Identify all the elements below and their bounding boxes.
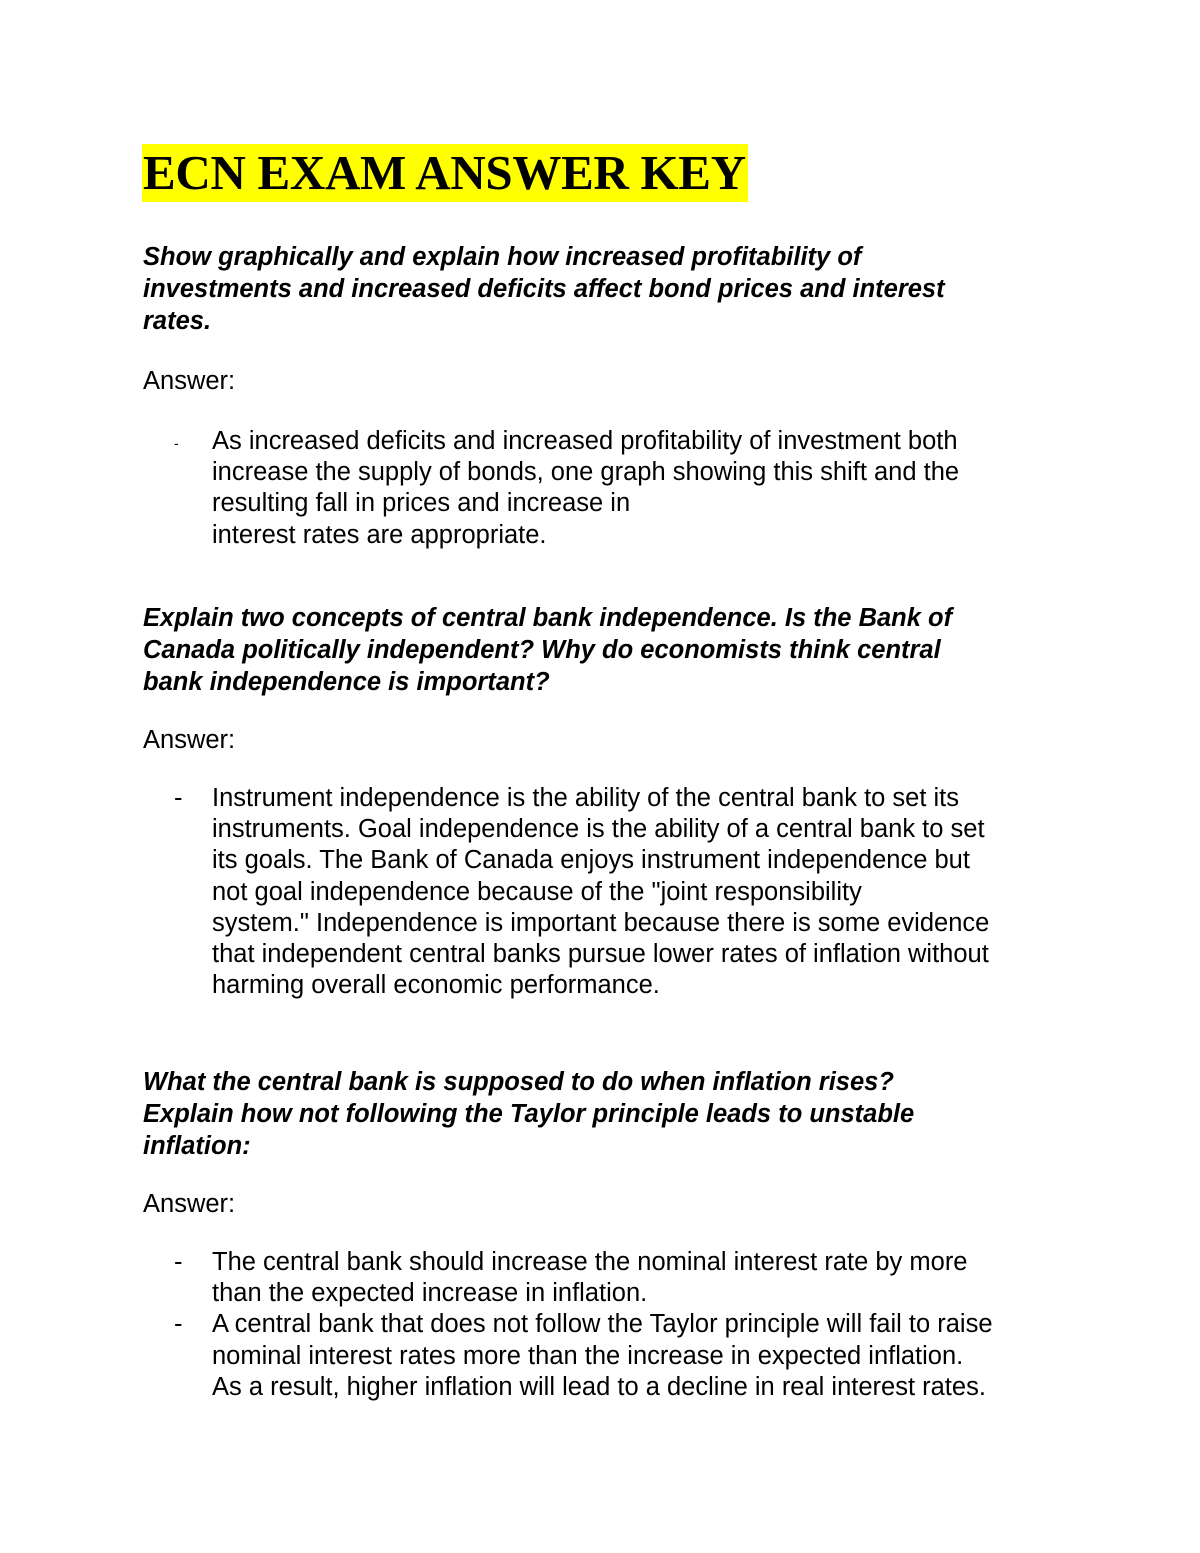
answer-3-bullet-1-line-2: than the expected increase in inflation. (212, 1279, 648, 1308)
answer-2-bullet-1-line-7: harming overall economic performance. (212, 971, 660, 1000)
question-1-line-2: investments and increased deficits affect bond prices and interest (143, 275, 945, 303)
question-3 (143, 1066, 1083, 1162)
bullet-dash: - (174, 1310, 183, 1339)
answer-1-bullet-1 (143, 426, 1103, 551)
question-2-line-2: Canada politically independent? Why do economists think central (143, 636, 941, 664)
answer-3-bullet-2 (143, 1309, 1103, 1403)
answer-label-1: Answer: (143, 367, 236, 395)
answer-1-bullet-1-line-4: interest rates are appropriate. (212, 520, 547, 549)
bullet-dash: - (174, 784, 183, 812)
answer-label-3: Answer: (143, 1190, 236, 1218)
question-2-line-3: bank independence is important? (143, 668, 550, 696)
answer-3-list (143, 1247, 1103, 1403)
answer-1-bullet-1-line-1: As increased deficits and increased profitability of investment both (212, 427, 958, 455)
answer-2-bullet-1-line-3: its goals. The Bank of Canada enjoys instrument independence but (212, 846, 970, 875)
question-2-line-1: Explain two concepts of central bank independence. Is the Bank of (143, 604, 953, 632)
answer-1-list (143, 426, 1103, 551)
answer-label-2: Answer: (143, 726, 236, 754)
question-3-line-3: inflation: (143, 1132, 251, 1160)
answer-2-bullet-1-line-6: that independent central banks pursue lower rates of inflation without (212, 940, 989, 969)
answer-3-bullet-2-line-3: As a result, higher inflation will lead to a decline in real interest rates. (212, 1372, 986, 1401)
bullet-dash: - (174, 435, 179, 451)
question-1-line-1: Show graphically and explain how increased profitability of (143, 243, 862, 271)
answer-2-bullet-1-line-5: system." Independence is important because there is some evidence (212, 908, 990, 937)
question-1-line-3: rates. (143, 307, 212, 335)
answer-3-bullet-2-line-1: A central bank that does not follow the Taylor principle will fail to raise (212, 1310, 993, 1339)
answer-1-bullet-1-line-2: increase the supply of bonds, one graph showing this shift and the (212, 458, 960, 487)
answer-2-bullet-1-line-4: not goal independence because of the "joint responsibility (212, 877, 862, 906)
answer-2-bullet-1-line-1: Instrument independence is the ability of the central bank to set its (212, 784, 960, 812)
answer-3-bullet-1-line-1: The central bank should increase the nominal interest rate by more (212, 1248, 968, 1276)
question-3-line-1: What the central bank is supposed to do when inflation rises? (143, 1068, 894, 1096)
bullet-dash: - (174, 1248, 183, 1276)
answer-3-bullet-2-line-2: nominal interest rates more than the increase in expected inflation. (212, 1341, 964, 1370)
answer-2-bullet-1-line-2: instruments. Goal independence is the ability of a central bank to set (212, 815, 985, 844)
document-title: ECN EXAM ANSWER KEY (143, 145, 746, 200)
answer-3-bullet-1 (143, 1247, 1103, 1309)
question-1 (143, 241, 1083, 337)
answer-2-bullet-1 (143, 783, 1103, 1001)
question-2 (143, 602, 1083, 698)
question-3-line-2: Explain how not following the Taylor principle leads to unstable (143, 1100, 915, 1128)
answer-2-list (143, 783, 1103, 1001)
answer-1-bullet-1-line-3: resulting fall in prices and increase in (212, 489, 631, 518)
